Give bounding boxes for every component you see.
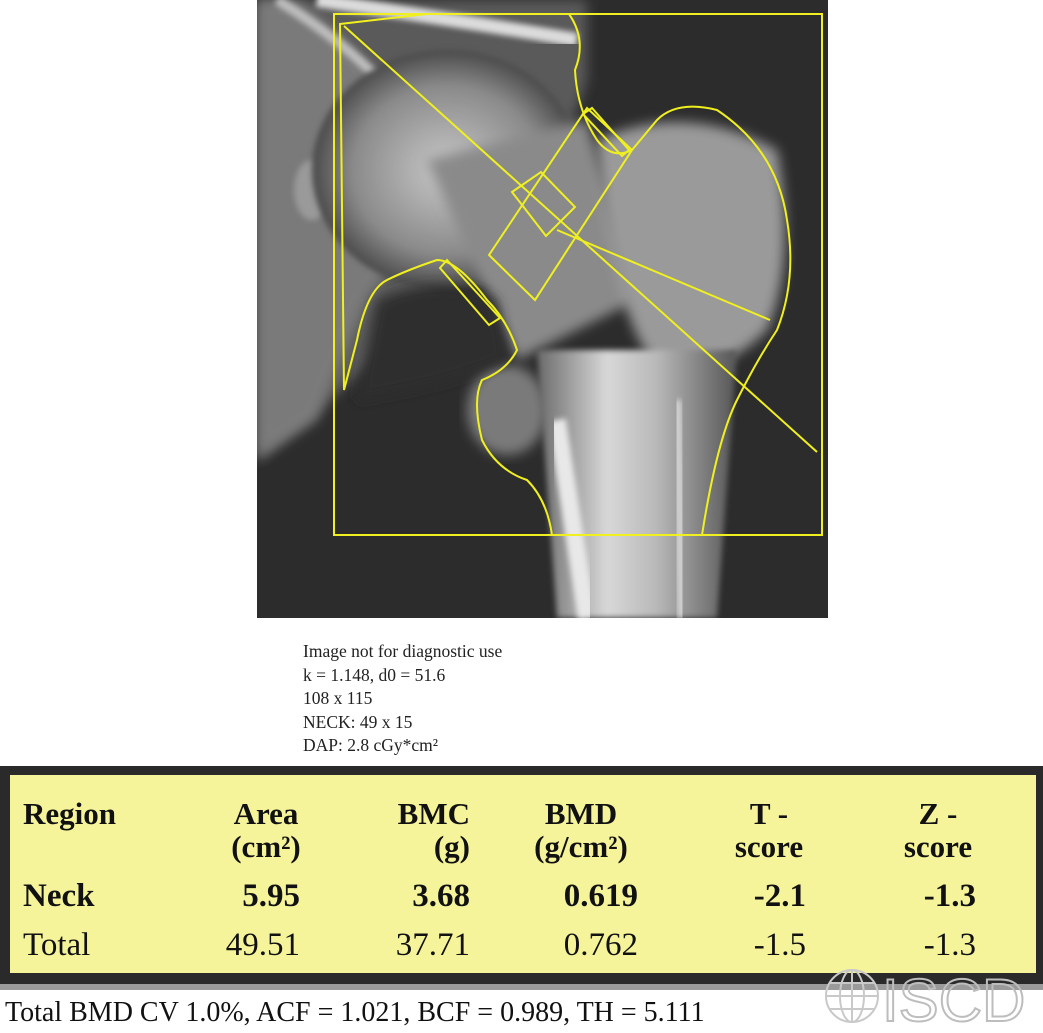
footer-summary: Total BMD CV 1.0%, ACF = 1.021, BCF = 0.989, TH = 5.111 bbox=[5, 997, 705, 1028]
header-bmc-label: BMC bbox=[397, 796, 470, 831]
header-area-label: Area bbox=[233, 796, 299, 831]
info-line-dap: DAP: 2.8 cGy*cm² bbox=[303, 735, 439, 755]
info-line-calibration: k = 1.148, d0 = 51.6 bbox=[303, 664, 446, 685]
iscd-logo bbox=[822, 966, 1043, 1028]
info-line-disclaimer: Image not for diagnostic use bbox=[303, 641, 503, 661]
header-area-unit: (cm²) bbox=[231, 829, 301, 864]
row-neck-bmd: 0.619 bbox=[563, 878, 638, 914]
info-line-dimensions: 108 x 115 bbox=[303, 688, 373, 708]
info-line-neck: NECK: 49 x 15 bbox=[303, 711, 413, 732]
row-total-t-score: -1.5 bbox=[753, 927, 806, 963]
header-z-label: Z - bbox=[918, 796, 958, 831]
scan-info-block bbox=[303, 640, 502, 758]
row-total-z-score: -1.3 bbox=[923, 927, 976, 963]
header-t-score bbox=[717, 797, 821, 863]
row-total-area: 49.51 bbox=[225, 927, 300, 963]
header-bmd bbox=[518, 797, 644, 863]
dxa-hip-scan-image bbox=[257, 0, 828, 618]
results-table-body bbox=[10, 775, 1036, 973]
header-bmc-unit: (g) bbox=[433, 829, 470, 864]
row-neck-z-score: -1.3 bbox=[923, 878, 976, 914]
row-total-region: Total bbox=[23, 927, 91, 963]
row-neck-region: Neck bbox=[23, 878, 95, 914]
header-t-label: T - bbox=[749, 796, 789, 831]
row-total-bmc: 37.71 bbox=[395, 927, 470, 963]
iscd-logo-text: ISCD bbox=[882, 967, 1026, 1028]
row-neck-area: 5.95 bbox=[242, 878, 300, 914]
header-t-unit: score bbox=[734, 829, 804, 864]
row-neck-t-score: -2.1 bbox=[753, 878, 806, 914]
header-bmd-label: BMD bbox=[544, 796, 618, 831]
header-bmc bbox=[370, 797, 470, 863]
header-region: Region bbox=[23, 796, 116, 831]
row-total-bmd: 0.762 bbox=[563, 927, 638, 963]
header-z-score bbox=[886, 797, 990, 863]
header-bmd-unit: (g/cm²) bbox=[534, 829, 628, 864]
results-table bbox=[0, 766, 1043, 984]
header-z-unit: score bbox=[903, 829, 973, 864]
row-neck-bmc: 3.68 bbox=[412, 878, 470, 914]
header-area bbox=[210, 797, 322, 863]
